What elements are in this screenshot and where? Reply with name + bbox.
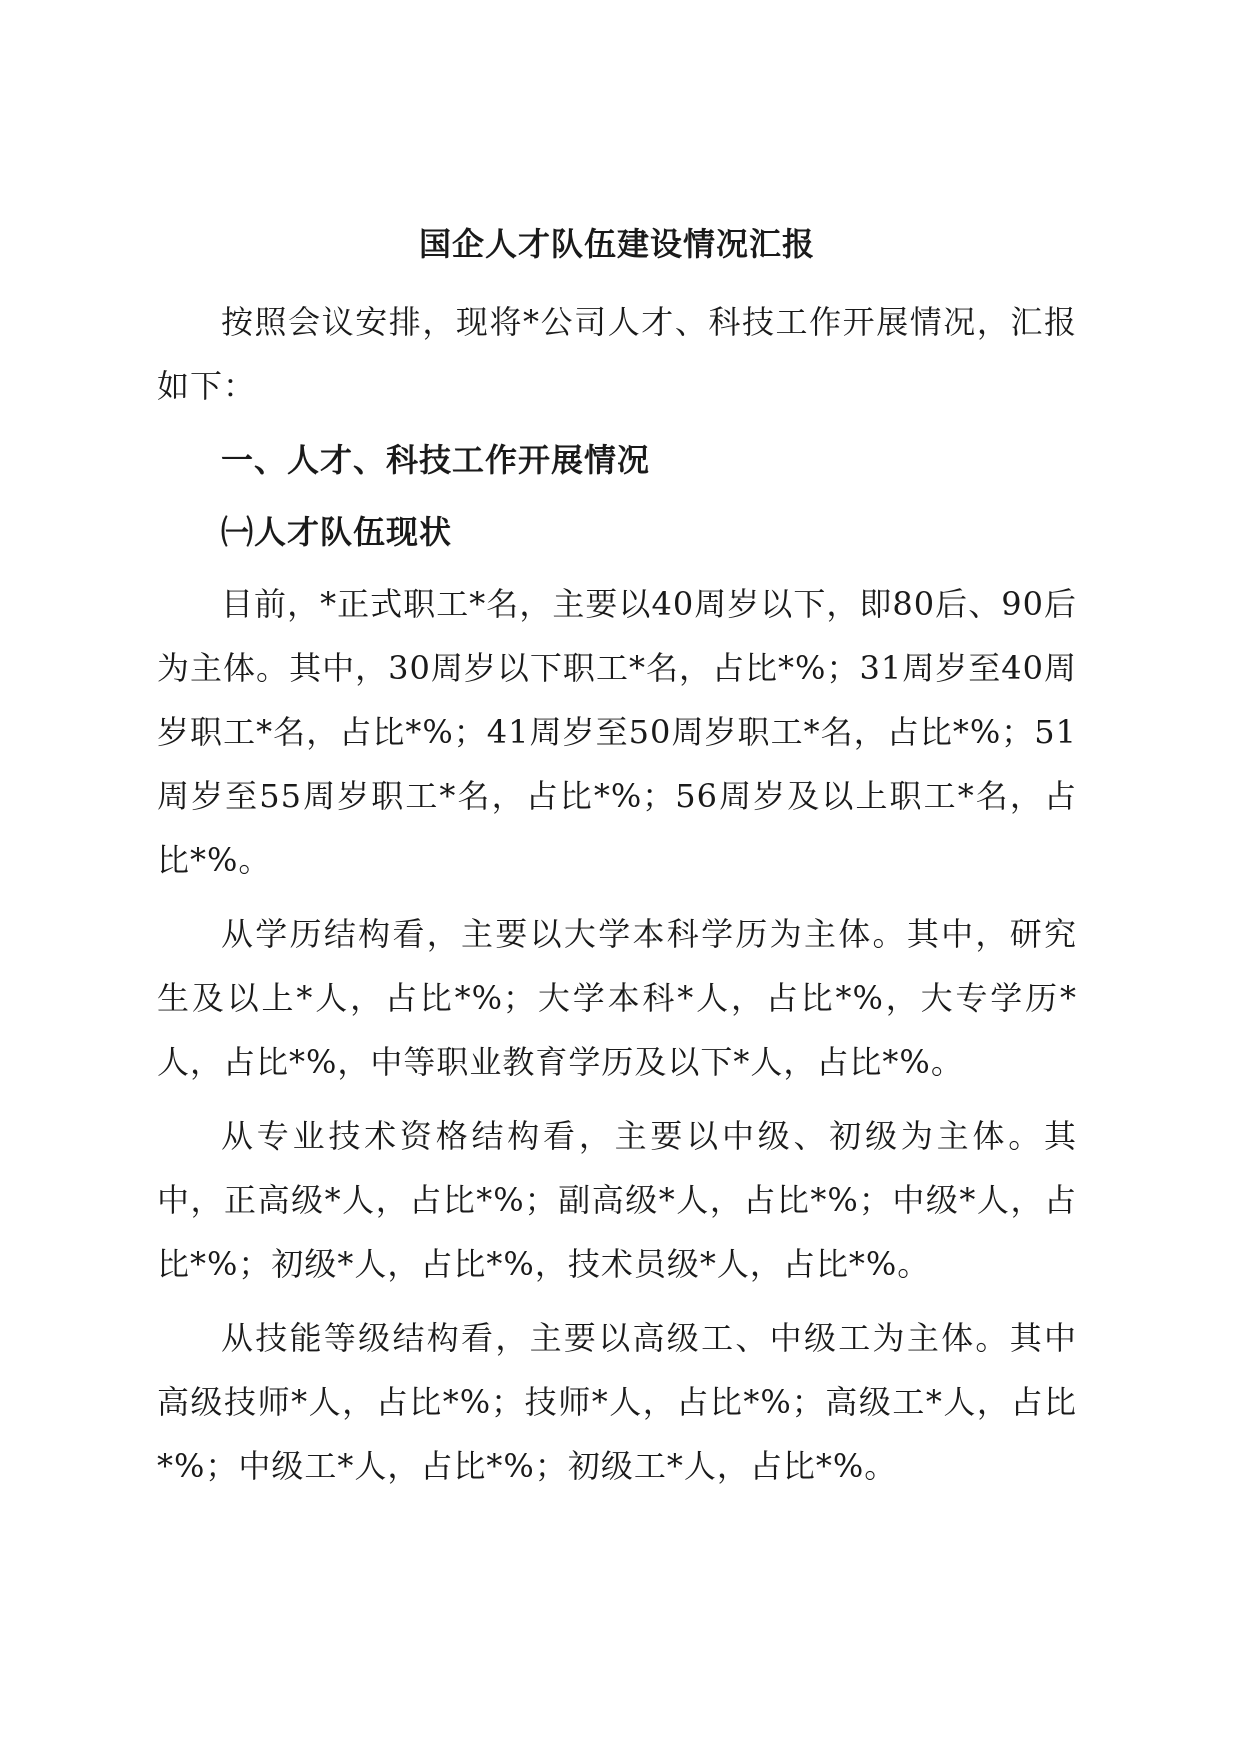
age-structure-paragraph: 目前，*正式职工*名，主要以40周岁以下，即80后、90后为主体。其中，30周岁以下职工*名，占比*%；31周岁至40周岁职工*名，占比*%；41周岁至50周岁职工*名，占比*%；51周岁至55周岁职工*名，占比*%；56周岁及以上职工*名，占比*%。 bbox=[157, 585, 1077, 879]
section-heading: 一、人才、科技工作开展情况 bbox=[221, 441, 651, 479]
document-title: 国企人才队伍建设情况汇报 bbox=[418, 225, 815, 263]
document-body bbox=[157, 220, 1077, 1508]
education-structure-paragraph: 从学历结构看，主要以大学本科学历为主体。其中，研究生及以上*人，占比*%；大学本科*人，占比*%，大专学历*人，占比*%，中等职业教育学历及以下*人，占比*%。 bbox=[157, 915, 1077, 1081]
skill-level-paragraph: 从技能等级结构看，主要以高级工、中级工为主体。其中高级技师*人，占比*%；技师*人，占比*%；高级工*人，占比*%；中级工*人，占比*%；初级工*人，占比*%。 bbox=[157, 1319, 1077, 1485]
subsection-heading: ㈠人才队伍现状 bbox=[221, 513, 453, 551]
intro-paragraph: 按照会议安排，现将*公司人才、科技工作开展情况，汇报如下： bbox=[157, 303, 1077, 405]
professional-qualification-paragraph: 从专业技术资格结构看，主要以中级、初级为主体。其中，正高级*人，占比*%；副高级*人，占比*%；中级*人，占比*%；初级*人，占比*%，技术员级*人，占比*%。 bbox=[157, 1117, 1077, 1283]
